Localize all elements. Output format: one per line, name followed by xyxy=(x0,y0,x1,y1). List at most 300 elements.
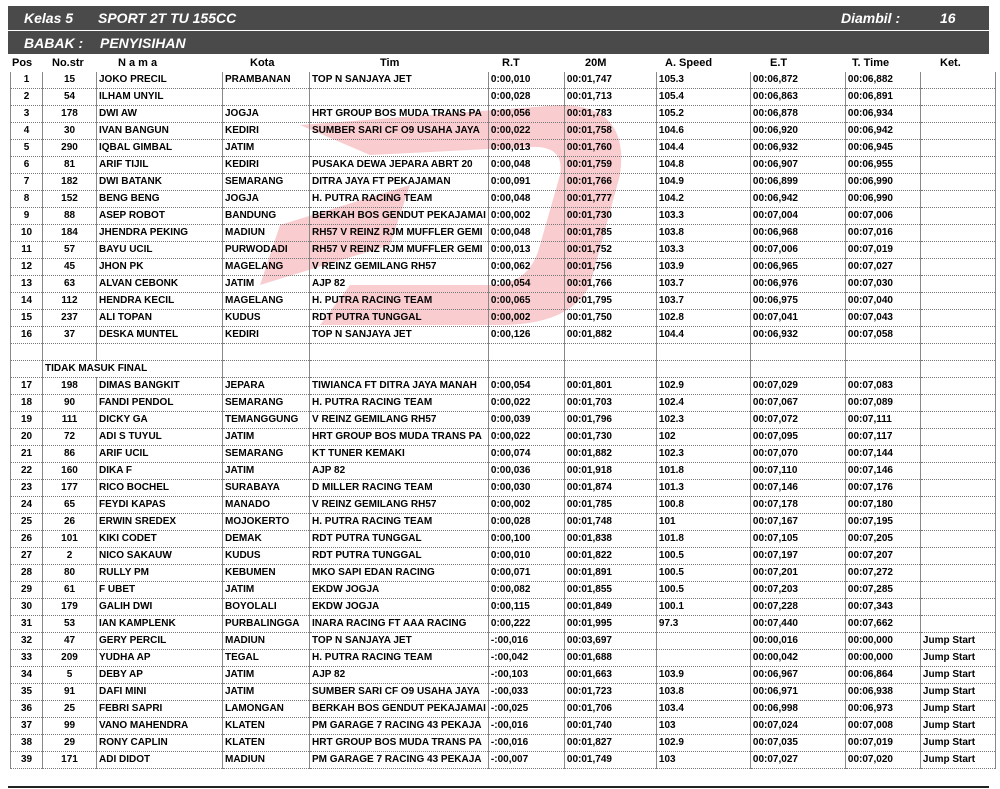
cell-speed: 103.9 xyxy=(656,259,750,276)
cell-kota: JATIM xyxy=(223,463,310,480)
cell-20m: 00:01,874 xyxy=(564,480,656,497)
cell-nostr: 101 xyxy=(43,531,97,548)
cell-ket xyxy=(920,72,995,89)
cell-speed: 100.8 xyxy=(656,497,750,514)
cell-pos: 28 xyxy=(11,565,43,582)
cell-ttime: 00:07,089 xyxy=(845,395,920,412)
cell-tim: RH57 V REINZ RJM MUFFLER GEMI xyxy=(310,242,489,259)
cell-rt: 0:00,091 xyxy=(488,174,564,191)
cell-ket xyxy=(920,616,995,633)
cell-kota: MANADO xyxy=(223,497,310,514)
cell-et: 00:06,942 xyxy=(750,191,845,208)
table-row xyxy=(11,174,996,191)
cell-speed: 103.8 xyxy=(656,684,750,701)
cell-nama: FEYDI KAPAS xyxy=(97,497,223,514)
cell-rt: 0:00,071 xyxy=(488,565,564,582)
cell-rt: -:00,033 xyxy=(488,684,564,701)
cell-ttime: 00:07,180 xyxy=(845,497,920,514)
cell-nama: GALIH DWI xyxy=(97,599,223,616)
cell-nostr: 179 xyxy=(43,599,97,616)
cell-pos: 17 xyxy=(11,378,43,395)
cell-nostr: 91 xyxy=(43,684,97,701)
cell-pos: 3 xyxy=(11,106,43,123)
cell-pos: 30 xyxy=(11,599,43,616)
results-table xyxy=(10,72,996,769)
cell-ttime: 00:07,272 xyxy=(845,565,920,582)
cell-pos: 26 xyxy=(11,531,43,548)
cell-ttime: 00:00,000 xyxy=(845,633,920,650)
col-nostr: No.str xyxy=(52,57,84,69)
cell-pos: 38 xyxy=(11,735,43,752)
cell-ttime: 00:07,030 xyxy=(845,276,920,293)
cell-speed: 101.8 xyxy=(656,531,750,548)
cell-rt: 0:00,036 xyxy=(488,463,564,480)
cell-20m: 00:01,838 xyxy=(564,531,656,548)
cell-ket xyxy=(920,446,995,463)
cell-nostr: 54 xyxy=(43,89,97,106)
cell-ttime: 00:06,891 xyxy=(845,89,920,106)
cell-speed: 105.4 xyxy=(656,89,750,106)
cell-kota: MAGELANG xyxy=(223,259,310,276)
cell-nama: RICO BOCHEL xyxy=(97,480,223,497)
cell-ket xyxy=(920,480,995,497)
table-row xyxy=(11,735,996,752)
cell-nostr: 237 xyxy=(43,310,97,327)
cell-speed: 103.9 xyxy=(656,667,750,684)
cell-rt: 0:00,082 xyxy=(488,582,564,599)
cell-tim: EKDW JOGJA xyxy=(310,599,489,616)
cell-ttime: 00:06,938 xyxy=(845,684,920,701)
cell-ket xyxy=(920,106,995,123)
cell-20m: 00:01,801 xyxy=(564,378,656,395)
cell-nostr: 63 xyxy=(43,276,97,293)
cell-ket: Jump Start xyxy=(920,633,995,650)
col-pos: Pos xyxy=(12,57,33,69)
cell-ttime: 00:07,040 xyxy=(845,293,920,310)
cell-tim: V REINZ GEMILANG RH57 xyxy=(310,259,489,276)
cell-et: 00:06,920 xyxy=(750,123,845,140)
cell-20m: 00:01,723 xyxy=(564,684,656,701)
cell-tim: HRT GROUP BOS MUDA TRANS PA xyxy=(310,735,489,752)
table-row xyxy=(11,701,996,718)
cell-20m: 00:01,777 xyxy=(564,191,656,208)
cell-speed: 100.5 xyxy=(656,548,750,565)
cell-speed: 105.3 xyxy=(656,72,750,89)
cell-20m: 00:01,740 xyxy=(564,718,656,735)
cell-tim: H. PUTRA RACING TEAM xyxy=(310,395,489,412)
cell-nostr: 112 xyxy=(43,293,97,310)
cell-pos: 7 xyxy=(11,174,43,191)
cell-kota: MAGELANG xyxy=(223,293,310,310)
cell-ttime: 00:06,973 xyxy=(845,701,920,718)
cell-ttime: 00:07,019 xyxy=(845,242,920,259)
cell-et: 00:06,878 xyxy=(750,106,845,123)
cell-rt: 0:00,039 xyxy=(488,412,564,429)
cell-et: 00:07,440 xyxy=(750,616,845,633)
cell-ttime: 00:06,945 xyxy=(845,140,920,157)
cell-tim: INARA RACING FT AAA RACING xyxy=(310,616,489,633)
cell-nama: GERY PERCIL xyxy=(97,633,223,650)
cell-nostr: 47 xyxy=(43,633,97,650)
cell-speed: 97.3 xyxy=(656,616,750,633)
cell-rt: 0:00,002 xyxy=(488,208,564,225)
cell-ket xyxy=(920,395,995,412)
cell-ttime: 00:07,019 xyxy=(845,735,920,752)
cell-ttime: 00:07,016 xyxy=(845,225,920,242)
cell-et: 00:07,024 xyxy=(750,718,845,735)
cell-kota: MADIUN xyxy=(223,225,310,242)
col-ket: Ket. xyxy=(940,57,961,69)
class-name: SPORT 2T TU 155CC xyxy=(98,10,237,26)
cell-et: 00:07,110 xyxy=(750,463,845,480)
cell-speed xyxy=(656,650,750,667)
cell-ttime: 00:07,006 xyxy=(845,208,920,225)
cell-speed: 102.9 xyxy=(656,735,750,752)
cell-kota xyxy=(223,89,310,106)
cell-nama: RULLY PM xyxy=(97,565,223,582)
cell-ttime: 00:07,195 xyxy=(845,514,920,531)
cell-pos: 12 xyxy=(11,259,43,276)
cell-20m: 00:01,766 xyxy=(564,276,656,293)
cell-nama: BENG BENG xyxy=(97,191,223,208)
table-row xyxy=(11,140,996,157)
cell-ket xyxy=(920,514,995,531)
cell-nama: ILHAM UNYIL xyxy=(97,89,223,106)
cell-ket xyxy=(920,174,995,191)
cell-ttime: 00:07,205 xyxy=(845,531,920,548)
cell-pos: 21 xyxy=(11,446,43,463)
cell-ket xyxy=(920,310,995,327)
cell-ttime: 00:07,343 xyxy=(845,599,920,616)
cell-rt: 0:00,062 xyxy=(488,259,564,276)
cell-nostr: 25 xyxy=(43,701,97,718)
cell-ket xyxy=(920,565,995,582)
table-row xyxy=(11,123,996,140)
table-row xyxy=(11,429,996,446)
cell-kota: KEDIRI xyxy=(223,157,310,174)
cell-kota: MOJOKERTO xyxy=(223,514,310,531)
cell-speed: 101.8 xyxy=(656,463,750,480)
cell-nama: F UBET xyxy=(97,582,223,599)
table-row xyxy=(11,667,996,684)
cell-20m: 00:01,730 xyxy=(564,429,656,446)
cell-20m: 00:01,730 xyxy=(564,208,656,225)
cell-ket xyxy=(920,276,995,293)
cell-et: 00:00,042 xyxy=(750,650,845,667)
cell-pos: 6 xyxy=(11,157,43,174)
cell-20m: 00:01,785 xyxy=(564,225,656,242)
cell-nama: KIKI CODET xyxy=(97,531,223,548)
cell-speed: 102.3 xyxy=(656,412,750,429)
cell-speed: 104.6 xyxy=(656,123,750,140)
cell-pos: 39 xyxy=(11,752,43,769)
cell-nama: IAN KAMPLENK xyxy=(97,616,223,633)
cell-nostr: 65 xyxy=(43,497,97,514)
cell-ttime: 00:06,882 xyxy=(845,72,920,89)
cell-rt: -:00,025 xyxy=(488,701,564,718)
cell-pos: 31 xyxy=(11,616,43,633)
cell-nostr: 209 xyxy=(43,650,97,667)
cell-pos: 25 xyxy=(11,514,43,531)
cell-20m: 00:01,796 xyxy=(564,412,656,429)
cell-20m: 00:03,697 xyxy=(564,633,656,650)
cell-tim: BERKAH BOS GENDUT PEKAJAMAI xyxy=(310,208,489,225)
cell-nama: IQBAL GIMBAL xyxy=(97,140,223,157)
cell-speed: 103.7 xyxy=(656,293,750,310)
table-row xyxy=(11,378,996,395)
cell-et: 00:06,975 xyxy=(750,293,845,310)
table-row xyxy=(11,327,996,344)
cell-nama: VANO MAHENDRA xyxy=(97,718,223,735)
cell-pos: 29 xyxy=(11,582,43,599)
table-row xyxy=(11,191,996,208)
cell-kota: JATIM xyxy=(223,429,310,446)
cell-et: 00:06,971 xyxy=(750,684,845,701)
cell-et: 00:07,067 xyxy=(750,395,845,412)
cell-tim: AJP 82 xyxy=(310,463,489,480)
col-tim: Tim xyxy=(380,57,400,69)
cell-kota: JOGJA xyxy=(223,191,310,208)
cell-pos: 14 xyxy=(11,293,43,310)
cell-rt: 0:00,065 xyxy=(488,293,564,310)
table-row xyxy=(11,276,996,293)
cell-rt: 0:00,022 xyxy=(488,123,564,140)
cell-tim: RDT PUTRA TUNGGAL xyxy=(310,548,489,565)
cell-20m: 00:01,995 xyxy=(564,616,656,633)
cell-et: 00:06,965 xyxy=(750,259,845,276)
cell-pos: 4 xyxy=(11,123,43,140)
cell-et: 00:07,146 xyxy=(750,480,845,497)
cell-pos: 11 xyxy=(11,242,43,259)
cell-ket: Jump Start xyxy=(920,735,995,752)
cell-20m: 00:01,891 xyxy=(564,565,656,582)
cell-nostr: 26 xyxy=(43,514,97,531)
cell-nama: ERWIN SREDEX xyxy=(97,514,223,531)
table-row xyxy=(11,446,996,463)
cell-ttime: 00:07,285 xyxy=(845,582,920,599)
cell-nama: NICO SAKAUW xyxy=(97,548,223,565)
cell-et: 00:07,105 xyxy=(750,531,845,548)
cell-pos: 10 xyxy=(11,225,43,242)
cell-ket: Jump Start xyxy=(920,752,995,769)
cell-ttime: 00:06,934 xyxy=(845,106,920,123)
cell-nostr: 111 xyxy=(43,412,97,429)
cell-tim: TOP N SANJAYA JET xyxy=(310,327,489,344)
cell-nama: ASEP ROBOT xyxy=(97,208,223,225)
cell-ket xyxy=(920,157,995,174)
table-row xyxy=(11,650,996,667)
table-row xyxy=(11,208,996,225)
cell-kota: BOYOLALI xyxy=(223,599,310,616)
cell-nostr: 88 xyxy=(43,208,97,225)
table-row xyxy=(11,412,996,429)
cell-kota: TEGAL xyxy=(223,650,310,667)
cell-ket xyxy=(920,548,995,565)
cell-nama: IVAN BANGUN xyxy=(97,123,223,140)
cell-pos: 22 xyxy=(11,463,43,480)
table-row xyxy=(11,293,996,310)
cell-pos: 33 xyxy=(11,650,43,667)
cell-nostr: 53 xyxy=(43,616,97,633)
cell-tim: HRT GROUP BOS MUDA TRANS PA xyxy=(310,429,489,446)
cell-tim: TOP N SANJAYA JET xyxy=(310,633,489,650)
cell-nostr: 90 xyxy=(43,395,97,412)
table-row xyxy=(11,616,996,633)
cell-kota: KUDUS xyxy=(223,548,310,565)
cell-nama: ALI TOPAN xyxy=(97,310,223,327)
cell-kota: BANDUNG xyxy=(223,208,310,225)
cell-speed: 103.4 xyxy=(656,701,750,718)
cell-rt: 0:00,022 xyxy=(488,429,564,446)
cell-ket xyxy=(920,140,995,157)
table-row xyxy=(11,395,996,412)
cell-speed: 102.4 xyxy=(656,395,750,412)
cell-kota: JATIM xyxy=(223,667,310,684)
cell-kota: JEPARA xyxy=(223,378,310,395)
cell-ttime: 00:07,117 xyxy=(845,429,920,446)
cell-ket xyxy=(920,429,995,446)
table-row xyxy=(11,89,996,106)
spacer-row xyxy=(11,344,996,361)
cell-tim xyxy=(310,140,489,157)
cell-nostr: 57 xyxy=(43,242,97,259)
cell-ket: Jump Start xyxy=(920,701,995,718)
cell-et: 00:06,998 xyxy=(750,701,845,718)
cell-pos: 19 xyxy=(11,412,43,429)
cell-20m: 00:01,918 xyxy=(564,463,656,480)
cell-20m: 00:01,849 xyxy=(564,599,656,616)
cell-20m: 00:01,713 xyxy=(564,89,656,106)
cell-ttime: 00:07,043 xyxy=(845,310,920,327)
cell-kota: JATIM xyxy=(223,140,310,157)
cell-ttime: 00:07,058 xyxy=(845,327,920,344)
cell-tim: SUMBER SARI CF O9 USAHA JAYA xyxy=(310,684,489,701)
cell-pos: 1 xyxy=(11,72,43,89)
cell-nostr: 81 xyxy=(43,157,97,174)
cell-ttime: 00:07,111 xyxy=(845,412,920,429)
cell-nama: DWI AW xyxy=(97,106,223,123)
cell-speed: 101 xyxy=(656,514,750,531)
cell-speed: 103.8 xyxy=(656,225,750,242)
cell-tim: V REINZ GEMILANG RH57 xyxy=(310,497,489,514)
cell-nama: FEBRI SAPRI xyxy=(97,701,223,718)
cell-kota: MADIUN xyxy=(223,752,310,769)
cell-20m: 00:01,748 xyxy=(564,514,656,531)
cell-ket xyxy=(920,259,995,276)
cell-rt: 0:00,013 xyxy=(488,140,564,157)
section-row xyxy=(11,361,996,378)
cell-nama: ARIF UCIL xyxy=(97,446,223,463)
cell-kota: KEDIRI xyxy=(223,327,310,344)
babak-value: PENYISIHAN xyxy=(100,35,186,51)
cell-pos: 35 xyxy=(11,684,43,701)
cell-et: 00:06,932 xyxy=(750,327,845,344)
cell-pos: 5 xyxy=(11,140,43,157)
table-row xyxy=(11,531,996,548)
cell-tim: HRT GROUP BOS MUDA TRANS PA xyxy=(310,106,489,123)
cell-rt: 0:00,002 xyxy=(488,497,564,514)
table-row xyxy=(11,157,996,174)
cell-20m: 00:01,822 xyxy=(564,548,656,565)
table-row xyxy=(11,514,996,531)
cell-ket xyxy=(920,225,995,242)
cell-speed: 103.3 xyxy=(656,208,750,225)
cell-20m: 00:01,749 xyxy=(564,752,656,769)
cell-nostr: 178 xyxy=(43,106,97,123)
col-speed: A. Speed xyxy=(665,57,713,69)
cell-nostr: 152 xyxy=(43,191,97,208)
cell-et: 00:06,967 xyxy=(750,667,845,684)
cell-tim: BERKAH BOS GENDUT PEKAJAMAI xyxy=(310,701,489,718)
cell-nama: JOKO PRECIL xyxy=(97,72,223,89)
cell-tim: H. PUTRA RACING TEAM xyxy=(310,191,489,208)
cell-nama: ARIF TIJIL xyxy=(97,157,223,174)
cell-et: 00:07,201 xyxy=(750,565,845,582)
col-rt: R.T xyxy=(502,57,520,69)
cell-pos: 23 xyxy=(11,480,43,497)
cell-nama: ALVAN CEBONK xyxy=(97,276,223,293)
cell-ttime: 00:00,000 xyxy=(845,650,920,667)
cell-speed: 102.9 xyxy=(656,378,750,395)
cell-ttime: 00:07,207 xyxy=(845,548,920,565)
cell-rt: 0:00,028 xyxy=(488,514,564,531)
cell-nostr: 86 xyxy=(43,446,97,463)
cell-et: 00:06,899 xyxy=(750,174,845,191)
cell-ttime: 00:07,083 xyxy=(845,378,920,395)
cell-tim: RDT PUTRA TUNGGAL xyxy=(310,531,489,548)
cell-tim: EKDW JOGJA xyxy=(310,582,489,599)
cell-ket xyxy=(920,378,995,395)
cell-nostr: 30 xyxy=(43,123,97,140)
cell-nama: DAFI MINI xyxy=(97,684,223,701)
cell-speed: 102 xyxy=(656,429,750,446)
cell-ket xyxy=(920,293,995,310)
cell-nama: YUDHA AP xyxy=(97,650,223,667)
table-row xyxy=(11,582,996,599)
cell-kota: LAMONGAN xyxy=(223,701,310,718)
babak-label: BABAK : xyxy=(24,35,84,51)
cell-speed: 102.3 xyxy=(656,446,750,463)
cell-nostr: 198 xyxy=(43,378,97,395)
table-row xyxy=(11,310,996,327)
cell-rt: -:00,016 xyxy=(488,735,564,752)
cell-ttime: 00:06,990 xyxy=(845,174,920,191)
cell-20m: 00:01,882 xyxy=(564,446,656,463)
cell-kota: KLATEN xyxy=(223,718,310,735)
cell-speed: 102.8 xyxy=(656,310,750,327)
diambil-label: Diambil : xyxy=(841,10,901,26)
col-20m: 20M xyxy=(585,57,607,69)
cell-pos: 18 xyxy=(11,395,43,412)
table-row xyxy=(11,718,996,735)
cell-et: 00:07,178 xyxy=(750,497,845,514)
cell-20m: 00:01,703 xyxy=(564,395,656,412)
bottom-rule xyxy=(8,786,989,788)
cell-pos: 36 xyxy=(11,701,43,718)
cell-tim: RDT PUTRA TUNGGAL xyxy=(310,310,489,327)
cell-et: 00:06,932 xyxy=(750,140,845,157)
cell-nostr: 99 xyxy=(43,718,97,735)
cell-nostr: 80 xyxy=(43,565,97,582)
cell-pos: 34 xyxy=(11,667,43,684)
cell-rt: 0:00,022 xyxy=(488,395,564,412)
cell-20m: 00:01,706 xyxy=(564,701,656,718)
cell-nostr: 177 xyxy=(43,480,97,497)
cell-rt: 0:00,054 xyxy=(488,276,564,293)
cell-rt: -:00,016 xyxy=(488,718,564,735)
cell-20m: 00:01,795 xyxy=(564,293,656,310)
cell-kota: MADIUN xyxy=(223,633,310,650)
